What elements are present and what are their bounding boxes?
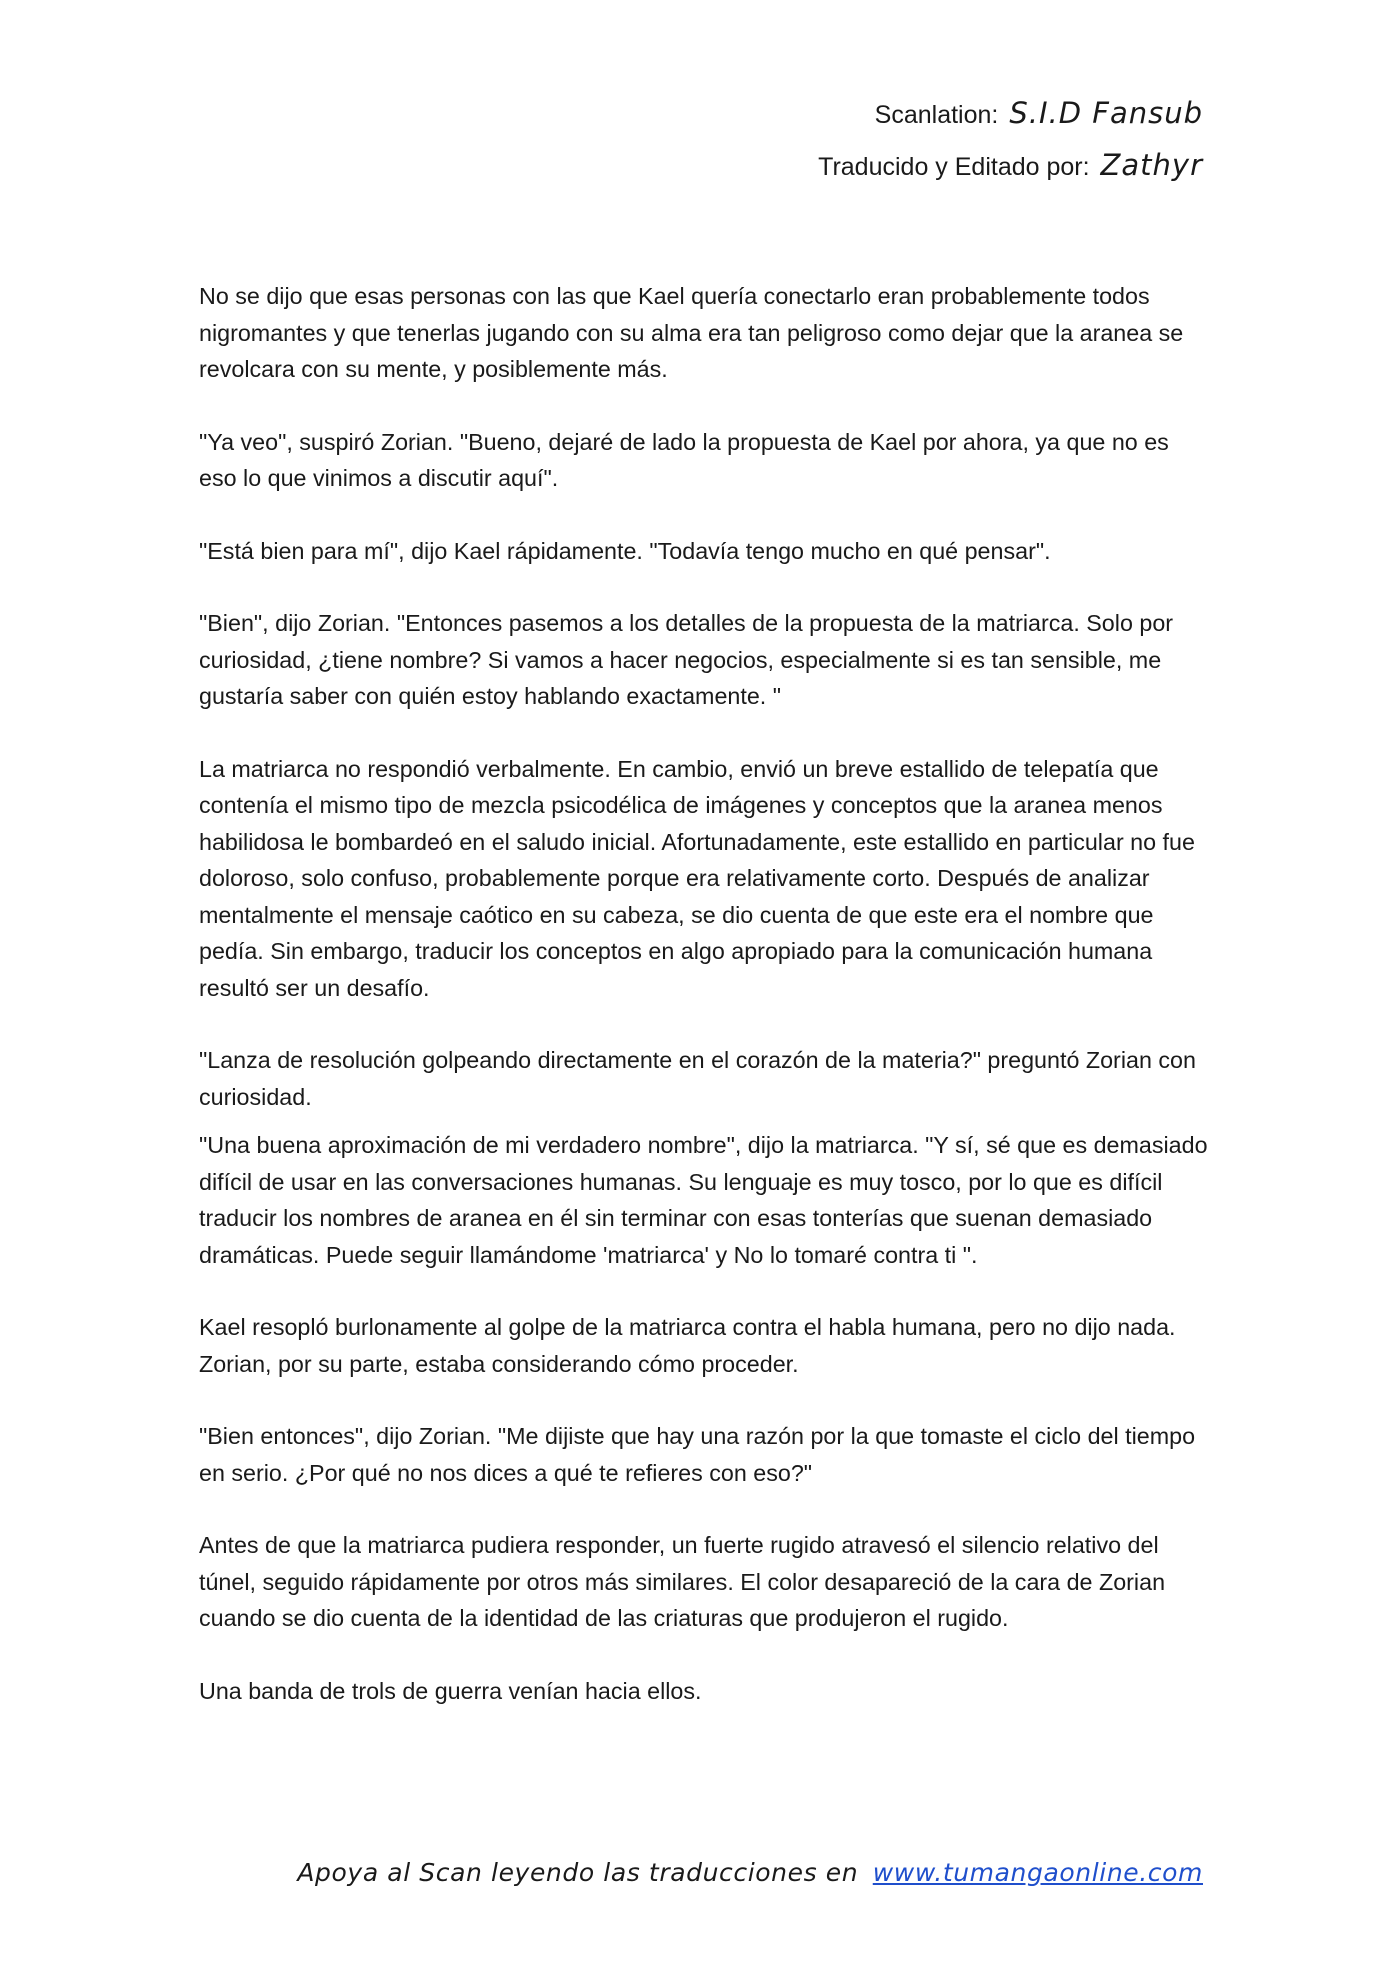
paragraph: "Está bien para mí", dijo Kael rápidamente. "Todavía tengo mucho en qué pensar". (199, 537, 1051, 564)
paragraph: "Bien", dijo Zorian. "Entonces pasemos a los detalles de la propuesta de la matriarca. Solo por curiosidad, ¿tiene nombre? Si vamos a hacer negocios, especialmente si es tan sensible, me gustaría saber con quién estoy hablando exactamente. " (199, 610, 1174, 709)
paragraph: Antes de que la matriarca pudiera responder, un fuerte rugido atravesó el silencio relativo del túnel, seguido rápidamente por otros más similares. El color desapareció de la cara de Zorian cuando se dio cuenta de la identidad de las criaturas que produjeron el rugido. (199, 1532, 1166, 1631)
paragraph: No se dijo que esas personas con las que Kael quería conectarlo eran probablemente todos nigromantes y que tenerlas jugando con su alma era tan peligroso como dejar que la aranea se revolcara con su mente, y posiblemente más. (199, 283, 1184, 382)
translator-credit (818, 140, 1203, 192)
translator-label: Traducido y Editado por: (818, 153, 1090, 181)
paragraph: La matriarca no respondió verbalmente. En cambio, envió un breve estallido de telepatía que contenía el mismo tipo de mezcla psicodélica de imágenes y conceptos que la aranea menos habilidosa le bombardeó en el saludo inicial. Afortunadamente, este estallido en particular no fue doloroso, solo confuso, probablemente porque era relativamente corto. Después de analizar mentalmente el mensaje caótico en su cabeza, se dio cuenta de que este era el nombre que pedía. Sin embargo, traducir los conceptos en algo apropiado para la comunicación humana resultó ser un desafío. (199, 755, 1195, 1001)
paragraph: "Bien entonces", dijo Zorian. "Me dijiste que hay una razón por la que tomaste el ciclo del tiempo en serio. ¿Por qué no nos dices a qué te refieres con eso?" (199, 1423, 1196, 1486)
story-text (199, 278, 1209, 1745)
translator-name: Zathyr (1100, 148, 1203, 182)
paragraph: Kael resopló burlonamente al golpe de la matriarca contra el habla humana, pero no dijo nada. Zorian, por su parte, estaba considerando cómo proceder. (199, 1314, 1176, 1377)
paragraph: Una banda de trols de guerra venían hacia ellos. (199, 1677, 702, 1704)
scanlation-group: S.I.D Fansub (1009, 96, 1203, 130)
footer-note (297, 1858, 1203, 1887)
scanlation-credit (818, 88, 1203, 140)
footer-text: Apoya al Scan leyendo las traducciones en (297, 1858, 859, 1887)
paragraph: "Ya veo", suspiró Zorian. "Bueno, dejaré de lado la propuesta de Kael por ahora, ya que no es eso lo que vinimos a discutir aquí". (199, 428, 1169, 491)
paragraph: "Lanza de resolución golpeando directamente en el corazón de la materia?" preguntó Zorian con curiosidad. (199, 1047, 1196, 1110)
footer-link[interactable]: www.tumangaonline.com (872, 1858, 1203, 1887)
credits-header (818, 88, 1203, 192)
scanlation-label: Scanlation: (874, 101, 999, 129)
paragraph: "Una buena aproximación de mi verdadero nombre", dijo la matriarca. "Y sí, sé que es demasiado difícil de usar en las conversaciones humanas. Su lenguaje es muy tosco, por lo que es difícil traducir los nombres de aranea en él sin terminar con esas tonterías que suenan demasiado dramáticas. Puede seguir llamándome 'matriarca' y No lo tomaré contra ti ". (199, 1132, 1208, 1268)
